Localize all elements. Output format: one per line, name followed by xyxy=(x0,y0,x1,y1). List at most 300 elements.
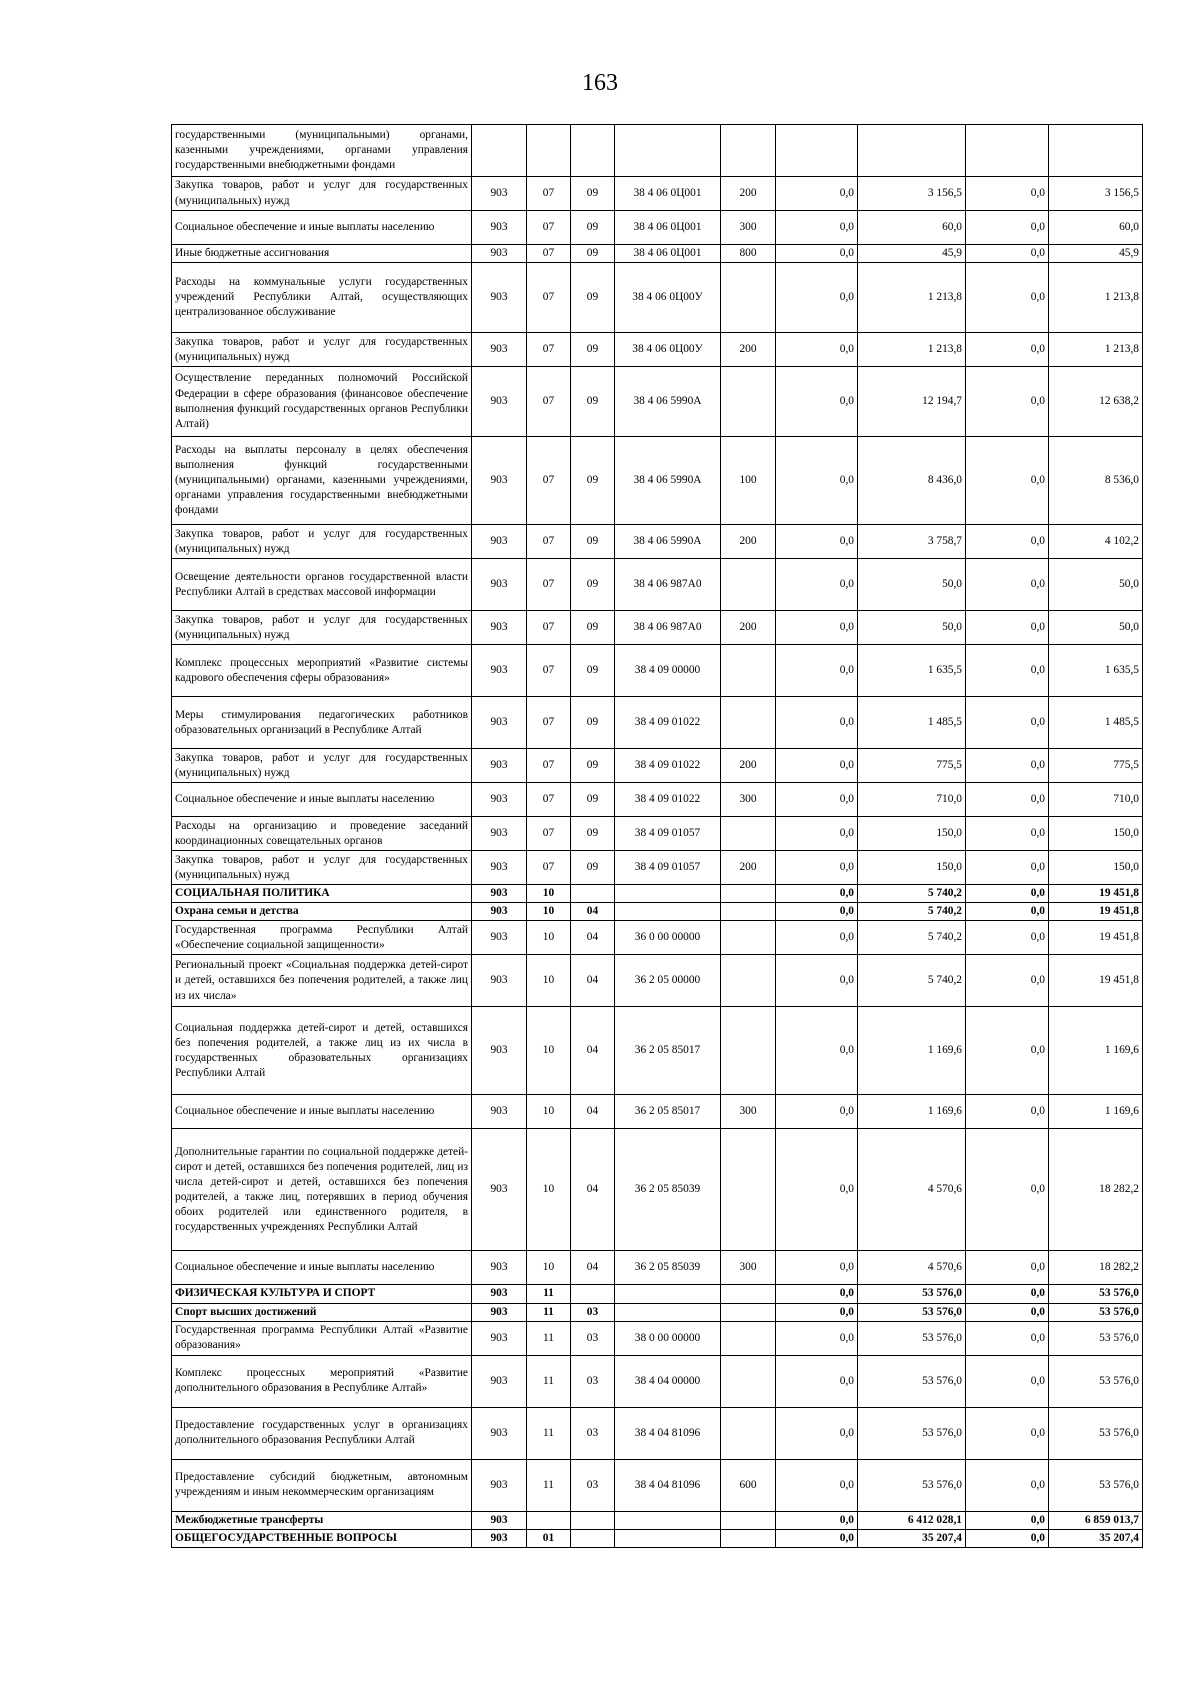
amount-col-2: 1 213,8 xyxy=(858,263,966,333)
department-code: 903 xyxy=(472,1095,527,1129)
amount-col-3: 0,0 xyxy=(966,955,1049,1007)
amount-col-3: 0,0 xyxy=(966,921,1049,955)
section-code: 07 xyxy=(527,697,571,749)
department-code xyxy=(472,125,527,177)
section-code: 07 xyxy=(527,783,571,817)
target-article-code: 38 4 04 81096 xyxy=(615,1459,721,1511)
budget-item-name: Дополнительные гарантии по социальной поддержке детей-сирот и детей, оставшихся без попечения родителей, лиц из числа детей-сирот и детей, оставшихся без попечения родителей, а также лиц, потерявших в период обучения обоих родителей или единственного родителя, в государственных учреждениях Республики Алтай xyxy=(172,1129,472,1251)
amount-col-4: 19 451,8 xyxy=(1049,921,1143,955)
amount-col-4: 775,5 xyxy=(1049,749,1143,783)
subsection-code xyxy=(571,1529,615,1547)
amount-col-3: 0,0 xyxy=(966,885,1049,903)
amount-col-4: 1 213,8 xyxy=(1049,333,1143,367)
expense-type-code: 300 xyxy=(721,783,776,817)
amount-col-1: 0,0 xyxy=(776,559,858,611)
department-code: 903 xyxy=(472,437,527,525)
target-article-code: 38 4 06 0Ц001 xyxy=(615,245,721,263)
budget-item-name: Межбюджетные трансферты xyxy=(172,1511,472,1529)
table-row xyxy=(172,177,1143,211)
subsection-code: 09 xyxy=(571,697,615,749)
amount-col-4: 53 576,0 xyxy=(1049,1355,1143,1407)
target-article-code: 38 4 06 5990А xyxy=(615,367,721,437)
amount-col-1: 0,0 xyxy=(776,1511,858,1529)
department-code: 903 xyxy=(472,697,527,749)
amount-col-1: 0,0 xyxy=(776,749,858,783)
amount-col-2: 150,0 xyxy=(858,817,966,851)
amount-col-3: 0,0 xyxy=(966,559,1049,611)
subsection-code: 04 xyxy=(571,921,615,955)
table-row xyxy=(172,1095,1143,1129)
table-row xyxy=(172,367,1143,437)
department-code: 903 xyxy=(472,1529,527,1547)
section-code: 07 xyxy=(527,263,571,333)
expense-type-code xyxy=(721,1303,776,1321)
budget-item-name: Закупка товаров, работ и услуг для государственных (муниципальных) нужд xyxy=(172,611,472,645)
budget-item-name: Государственная программа Республики Алтай «Развитие образования» xyxy=(172,1321,472,1355)
department-code: 903 xyxy=(472,1129,527,1251)
expense-type-code: 100 xyxy=(721,437,776,525)
target-article-code: 36 2 05 00000 xyxy=(615,955,721,1007)
table-row xyxy=(172,125,1143,177)
section-code: 11 xyxy=(527,1321,571,1355)
table-row xyxy=(172,1511,1143,1529)
amount-col-3: 0,0 xyxy=(966,851,1049,885)
budget-item-name: Социальное обеспечение и иные выплаты населению xyxy=(172,1251,472,1285)
target-article-code: 38 4 09 01057 xyxy=(615,851,721,885)
department-code: 903 xyxy=(472,333,527,367)
budget-item-name: Социальная поддержка детей-сирот и детей, оставшихся без попечения родителей, а также лиц из их числа в государственных образовательных организациях Республики Алтай xyxy=(172,1007,472,1095)
amount-col-2: 710,0 xyxy=(858,783,966,817)
budget-item-name: ОБЩЕГОСУДАРСТВЕННЫЕ ВОПРОСЫ xyxy=(172,1529,472,1547)
table-row xyxy=(172,333,1143,367)
amount-col-3: 0,0 xyxy=(966,263,1049,333)
budget-item-name: Закупка товаров, работ и услуг для государственных (муниципальных) нужд xyxy=(172,333,472,367)
amount-col-2: 50,0 xyxy=(858,611,966,645)
amount-col-2: 60,0 xyxy=(858,211,966,245)
amount-col-1: 0,0 xyxy=(776,1007,858,1095)
section-code: 07 xyxy=(527,177,571,211)
expense-type-code xyxy=(721,921,776,955)
amount-col-2: 5 740,2 xyxy=(858,903,966,921)
table-row xyxy=(172,263,1143,333)
amount-col-4: 1 169,6 xyxy=(1049,1095,1143,1129)
budget-item-name: Охрана семьи и детства xyxy=(172,903,472,921)
amount-col-2: 53 576,0 xyxy=(858,1285,966,1303)
target-article-code: 38 4 09 01022 xyxy=(615,697,721,749)
amount-col-4: 1 213,8 xyxy=(1049,263,1143,333)
table-row xyxy=(172,783,1143,817)
table-row xyxy=(172,1129,1143,1251)
table-row xyxy=(172,559,1143,611)
target-article-code: 38 4 04 81096 xyxy=(615,1407,721,1459)
subsection-code: 03 xyxy=(571,1459,615,1511)
amount-col-1: 0,0 xyxy=(776,333,858,367)
table-row xyxy=(172,645,1143,697)
expense-type-code xyxy=(721,559,776,611)
expense-type-code xyxy=(721,1321,776,1355)
department-code: 903 xyxy=(472,1355,527,1407)
expense-type-code: 300 xyxy=(721,1251,776,1285)
budget-item-name: СОЦИАЛЬНАЯ ПОЛИТИКА xyxy=(172,885,472,903)
section-code: 07 xyxy=(527,333,571,367)
section-code: 11 xyxy=(527,1459,571,1511)
department-code: 903 xyxy=(472,749,527,783)
amount-col-2: 50,0 xyxy=(858,559,966,611)
subsection-code: 09 xyxy=(571,559,615,611)
section-code: 11 xyxy=(527,1285,571,1303)
department-code: 903 xyxy=(472,1285,527,1303)
section-code: 10 xyxy=(527,955,571,1007)
amount-col-3: 0,0 xyxy=(966,177,1049,211)
budget-item-name: Государственная программа Республики Алтай «Обеспечение социальной защищенности» xyxy=(172,921,472,955)
table-row xyxy=(172,697,1143,749)
amount-col-1: 0,0 xyxy=(776,211,858,245)
expense-type-code xyxy=(721,125,776,177)
budget-item-name: Предоставление субсидий бюджетным, автономным учреждениям и иным некоммерческим организациям xyxy=(172,1459,472,1511)
amount-col-2: 1 213,8 xyxy=(858,333,966,367)
department-code: 903 xyxy=(472,559,527,611)
subsection-code xyxy=(571,125,615,177)
amount-col-1: 0,0 xyxy=(776,1285,858,1303)
amount-col-3: 0,0 xyxy=(966,367,1049,437)
department-code: 903 xyxy=(472,611,527,645)
budget-item-name: Освещение деятельности органов государственной власти Республики Алтай в средствах массовой информации xyxy=(172,559,472,611)
amount-col-4: 12 638,2 xyxy=(1049,367,1143,437)
amount-col-3: 0,0 xyxy=(966,1285,1049,1303)
subsection-code: 04 xyxy=(571,955,615,1007)
section-code: 07 xyxy=(527,525,571,559)
amount-col-2: 53 576,0 xyxy=(858,1407,966,1459)
subsection-code: 09 xyxy=(571,245,615,263)
amount-col-2: 53 576,0 xyxy=(858,1321,966,1355)
amount-col-2: 150,0 xyxy=(858,851,966,885)
department-code: 903 xyxy=(472,851,527,885)
amount-col-1: 0,0 xyxy=(776,1407,858,1459)
budget-item-name: Комплекс процессных мероприятий «Развитие системы кадрового обеспечения сферы образования» xyxy=(172,645,472,697)
section-code xyxy=(527,1511,571,1529)
amount-col-4 xyxy=(1049,125,1143,177)
amount-col-3: 0,0 xyxy=(966,1355,1049,1407)
budget-table xyxy=(171,124,1143,1548)
amount-col-1: 0,0 xyxy=(776,611,858,645)
subsection-code xyxy=(571,1285,615,1303)
amount-col-4: 150,0 xyxy=(1049,851,1143,885)
expense-type-code xyxy=(721,1285,776,1303)
amount-col-2: 4 570,6 xyxy=(858,1129,966,1251)
amount-col-3: 0,0 xyxy=(966,903,1049,921)
expense-type-code: 600 xyxy=(721,1459,776,1511)
subsection-code: 09 xyxy=(571,333,615,367)
subsection-code: 04 xyxy=(571,1251,615,1285)
section-code: 10 xyxy=(527,921,571,955)
amount-col-4: 18 282,2 xyxy=(1049,1251,1143,1285)
amount-col-2: 3 156,5 xyxy=(858,177,966,211)
amount-col-1: 0,0 xyxy=(776,1129,858,1251)
amount-col-1: 0,0 xyxy=(776,1251,858,1285)
amount-col-3: 0,0 xyxy=(966,437,1049,525)
expense-type-code: 200 xyxy=(721,333,776,367)
amount-col-2: 1 169,6 xyxy=(858,1007,966,1095)
amount-col-4: 150,0 xyxy=(1049,817,1143,851)
target-article-code: 38 4 06 5990А xyxy=(615,437,721,525)
section-code xyxy=(527,125,571,177)
table-row xyxy=(172,437,1143,525)
amount-col-4: 4 102,2 xyxy=(1049,525,1143,559)
expense-type-code: 200 xyxy=(721,611,776,645)
amount-col-2: 5 740,2 xyxy=(858,885,966,903)
amount-col-1: 0,0 xyxy=(776,245,858,263)
amount-col-4: 53 576,0 xyxy=(1049,1321,1143,1355)
amount-col-4: 53 576,0 xyxy=(1049,1459,1143,1511)
budget-item-name: Закупка товаров, работ и услуг для государственных (муниципальных) нужд xyxy=(172,177,472,211)
budget-item-name: государственными (муниципальными) органами, казенными учреждениями, органами управления государственными внебюджетными фондами xyxy=(172,125,472,177)
department-code: 903 xyxy=(472,525,527,559)
expense-type-code xyxy=(721,1529,776,1547)
section-code: 07 xyxy=(527,749,571,783)
section-code: 01 xyxy=(527,1529,571,1547)
amount-col-3: 0,0 xyxy=(966,211,1049,245)
subsection-code: 09 xyxy=(571,851,615,885)
table-row xyxy=(172,903,1143,921)
budget-item-name: Закупка товаров, работ и услуг для государственных (муниципальных) нужд xyxy=(172,525,472,559)
table-row xyxy=(172,1251,1143,1285)
department-code: 903 xyxy=(472,921,527,955)
department-code: 903 xyxy=(472,645,527,697)
expense-type-code xyxy=(721,885,776,903)
table-row xyxy=(172,1407,1143,1459)
amount-col-2: 53 576,0 xyxy=(858,1355,966,1407)
amount-col-4: 60,0 xyxy=(1049,211,1143,245)
table-row xyxy=(172,1303,1143,1321)
table-row xyxy=(172,611,1143,645)
subsection-code: 04 xyxy=(571,903,615,921)
target-article-code xyxy=(615,1303,721,1321)
section-code: 07 xyxy=(527,851,571,885)
department-code: 903 xyxy=(472,1407,527,1459)
target-article-code: 38 4 04 00000 xyxy=(615,1355,721,1407)
amount-col-4: 19 451,8 xyxy=(1049,955,1143,1007)
expense-type-code: 200 xyxy=(721,525,776,559)
amount-col-1: 0,0 xyxy=(776,817,858,851)
amount-col-4: 8 536,0 xyxy=(1049,437,1143,525)
target-article-code: 38 4 06 987А0 xyxy=(615,559,721,611)
amount-col-4: 19 451,8 xyxy=(1049,903,1143,921)
table-row xyxy=(172,851,1143,885)
amount-col-4: 53 576,0 xyxy=(1049,1303,1143,1321)
subsection-code: 09 xyxy=(571,749,615,783)
amount-col-1: 0,0 xyxy=(776,1459,858,1511)
amount-col-1: 0,0 xyxy=(776,1303,858,1321)
target-article-code: 38 4 06 5990А xyxy=(615,525,721,559)
amount-col-3: 0,0 xyxy=(966,1251,1049,1285)
section-code: 10 xyxy=(527,1129,571,1251)
target-article-code xyxy=(615,885,721,903)
budget-item-name: Меры стимулирования педагогических работников образовательных организаций в Республике Алтай xyxy=(172,697,472,749)
amount-col-1 xyxy=(776,125,858,177)
amount-col-1: 0,0 xyxy=(776,921,858,955)
amount-col-3: 0,0 xyxy=(966,697,1049,749)
subsection-code: 09 xyxy=(571,783,615,817)
table-row xyxy=(172,955,1143,1007)
table-row xyxy=(172,921,1143,955)
budget-item-name: Социальное обеспечение и иные выплаты населению xyxy=(172,211,472,245)
table-row xyxy=(172,1529,1143,1547)
expense-type-code xyxy=(721,903,776,921)
amount-col-3 xyxy=(966,125,1049,177)
budget-item-name: Осуществление переданных полномочий Российской Федерации в сфере образования (финансовое обеспечение выполнения функций государственных органов Республики Алтай) xyxy=(172,367,472,437)
expense-type-code xyxy=(721,1407,776,1459)
budget-item-name: Закупка товаров, работ и услуг для государственных (муниципальных) нужд xyxy=(172,749,472,783)
expense-type-code: 200 xyxy=(721,851,776,885)
budget-item-name: Расходы на коммунальные услуги государственных учреждений Республики Алтай, осуществляющих централизованное обслуживание xyxy=(172,263,472,333)
amount-col-2: 1 485,5 xyxy=(858,697,966,749)
expense-type-code xyxy=(721,955,776,1007)
target-article-code: 38 4 09 01022 xyxy=(615,749,721,783)
table-row xyxy=(172,1285,1143,1303)
target-article-code xyxy=(615,1285,721,1303)
target-article-code: 38 4 06 0Ц001 xyxy=(615,211,721,245)
amount-col-4: 1 485,5 xyxy=(1049,697,1143,749)
target-article-code: 36 2 05 85017 xyxy=(615,1007,721,1095)
subsection-code: 04 xyxy=(571,1129,615,1251)
amount-col-1: 0,0 xyxy=(776,955,858,1007)
amount-col-1: 0,0 xyxy=(776,851,858,885)
amount-col-4: 1 169,6 xyxy=(1049,1007,1143,1095)
amount-col-3: 0,0 xyxy=(966,1407,1049,1459)
subsection-code: 09 xyxy=(571,525,615,559)
expense-type-code: 800 xyxy=(721,245,776,263)
target-article-code: 38 4 06 987А0 xyxy=(615,611,721,645)
target-article-code xyxy=(615,1529,721,1547)
table-row xyxy=(172,749,1143,783)
table-row xyxy=(172,211,1143,245)
amount-col-1: 0,0 xyxy=(776,1529,858,1547)
amount-col-4: 50,0 xyxy=(1049,611,1143,645)
section-code: 10 xyxy=(527,1007,571,1095)
department-code: 903 xyxy=(472,955,527,1007)
expense-type-code xyxy=(721,817,776,851)
section-code: 10 xyxy=(527,1251,571,1285)
subsection-code: 09 xyxy=(571,263,615,333)
budget-item-name: Предоставление государственных услуг в организациях дополнительного образования Республики Алтай xyxy=(172,1407,472,1459)
amount-col-2: 3 758,7 xyxy=(858,525,966,559)
amount-col-1: 0,0 xyxy=(776,783,858,817)
department-code: 903 xyxy=(472,903,527,921)
target-article-code: 36 2 05 85039 xyxy=(615,1129,721,1251)
amount-col-2: 4 570,6 xyxy=(858,1251,966,1285)
amount-col-3: 0,0 xyxy=(966,1007,1049,1095)
expense-type-code xyxy=(721,1129,776,1251)
target-article-code: 38 4 06 0Ц001 xyxy=(615,177,721,211)
amount-col-4: 53 576,0 xyxy=(1049,1407,1143,1459)
department-code: 903 xyxy=(472,783,527,817)
department-code: 903 xyxy=(472,263,527,333)
table-row xyxy=(172,1459,1143,1511)
amount-col-3: 0,0 xyxy=(966,611,1049,645)
subsection-code: 09 xyxy=(571,211,615,245)
section-code: 07 xyxy=(527,645,571,697)
section-code: 11 xyxy=(527,1407,571,1459)
budget-item-name: Иные бюджетные ассигнования xyxy=(172,245,472,263)
budget-item-name: Социальное обеспечение и иные выплаты населению xyxy=(172,1095,472,1129)
expense-type-code: 300 xyxy=(721,211,776,245)
target-article-code: 36 0 00 00000 xyxy=(615,921,721,955)
subsection-code: 03 xyxy=(571,1407,615,1459)
subsection-code: 03 xyxy=(571,1303,615,1321)
amount-col-1: 0,0 xyxy=(776,903,858,921)
subsection-code: 09 xyxy=(571,367,615,437)
amount-col-4: 19 451,8 xyxy=(1049,885,1143,903)
amount-col-3: 0,0 xyxy=(966,245,1049,263)
department-code: 903 xyxy=(472,1459,527,1511)
budget-item-name: Расходы на выплаты персоналу в целях обеспечения выполнения функций государственными (муниципальными) органами, казенными учреждениями, органами управления государственными внебюджетными фондами xyxy=(172,437,472,525)
subsection-code: 09 xyxy=(571,437,615,525)
department-code: 903 xyxy=(472,1321,527,1355)
subsection-code: 09 xyxy=(571,817,615,851)
table-row xyxy=(172,817,1143,851)
expense-type-code xyxy=(721,1007,776,1095)
subsection-code xyxy=(571,1511,615,1529)
amount-col-2: 1 169,6 xyxy=(858,1095,966,1129)
department-code: 903 xyxy=(472,177,527,211)
table-row xyxy=(172,1321,1143,1355)
section-code: 07 xyxy=(527,245,571,263)
budget-item-name: Расходы на организацию и проведение заседаний координационных совещательных органов xyxy=(172,817,472,851)
section-code: 07 xyxy=(527,211,571,245)
amount-col-1: 0,0 xyxy=(776,1355,858,1407)
section-code: 10 xyxy=(527,885,571,903)
target-article-code xyxy=(615,1511,721,1529)
amount-col-3: 0,0 xyxy=(966,1321,1049,1355)
section-code: 11 xyxy=(527,1355,571,1407)
amount-col-2: 45,9 xyxy=(858,245,966,263)
amount-col-3: 0,0 xyxy=(966,1129,1049,1251)
subsection-code: 09 xyxy=(571,177,615,211)
amount-col-1: 0,0 xyxy=(776,263,858,333)
target-article-code: 38 0 00 00000 xyxy=(615,1321,721,1355)
target-article-code: 38 4 06 0Ц00У xyxy=(615,333,721,367)
budget-item-name: Закупка товаров, работ и услуг для государственных (муниципальных) нужд xyxy=(172,851,472,885)
subsection-code xyxy=(571,885,615,903)
amount-col-2: 6 412 028,1 xyxy=(858,1511,966,1529)
table-row xyxy=(172,1355,1143,1407)
table-row xyxy=(172,245,1143,263)
section-code: 10 xyxy=(527,1095,571,1129)
budget-item-name: Социальное обеспечение и иные выплаты населению xyxy=(172,783,472,817)
table-row xyxy=(172,885,1143,903)
amount-col-4: 35 207,4 xyxy=(1049,1529,1143,1547)
amount-col-1: 0,0 xyxy=(776,697,858,749)
amount-col-4: 45,9 xyxy=(1049,245,1143,263)
amount-col-2: 5 740,2 xyxy=(858,921,966,955)
section-code: 10 xyxy=(527,903,571,921)
subsection-code: 04 xyxy=(571,1095,615,1129)
amount-col-4: 50,0 xyxy=(1049,559,1143,611)
amount-col-4: 3 156,5 xyxy=(1049,177,1143,211)
target-article-code: 38 4 09 00000 xyxy=(615,645,721,697)
amount-col-3: 0,0 xyxy=(966,333,1049,367)
expense-type-code xyxy=(721,697,776,749)
budget-item-name: Региональный проект «Социальная поддержка детей-сирот и детей, оставшихся без попечения родителей, а также лиц из их числа» xyxy=(172,955,472,1007)
amount-col-1: 0,0 xyxy=(776,367,858,437)
section-code: 07 xyxy=(527,817,571,851)
department-code: 903 xyxy=(472,367,527,437)
expense-type-code xyxy=(721,367,776,437)
section-code: 11 xyxy=(527,1303,571,1321)
amount-col-4: 53 576,0 xyxy=(1049,1285,1143,1303)
amount-col-2: 53 576,0 xyxy=(858,1459,966,1511)
budget-item-name: Спорт высших достижений xyxy=(172,1303,472,1321)
